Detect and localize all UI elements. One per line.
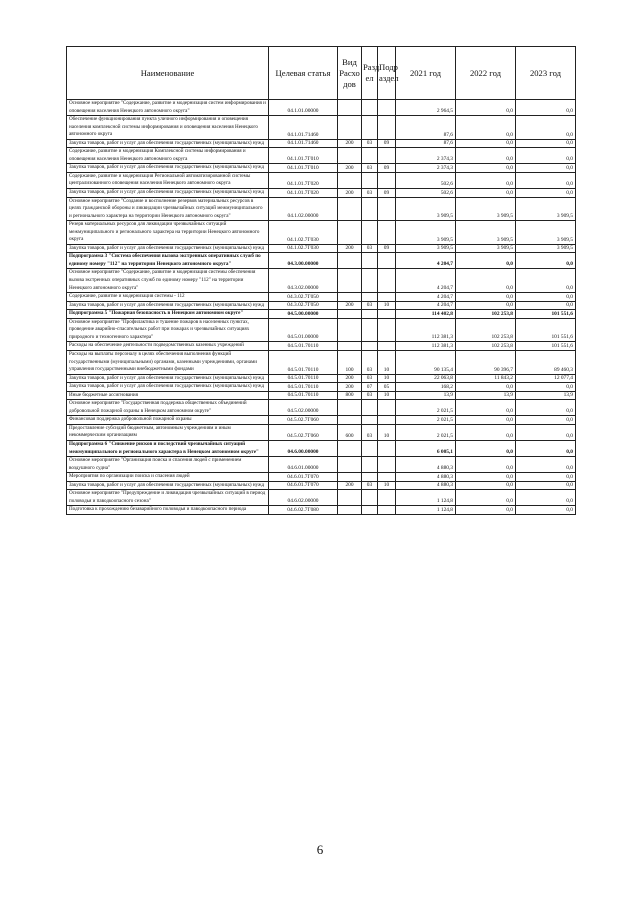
row-expense-type: 600 [338, 424, 362, 440]
table-row [67, 148, 576, 164]
row-value-2022: 0,0 [456, 301, 516, 310]
row-value-2022: 0,0 [456, 116, 516, 140]
table-row [67, 100, 576, 116]
row-value-2023: 0,0 [516, 148, 576, 164]
row-value-2022: 0,0 [456, 457, 516, 473]
row-subsection [378, 440, 396, 456]
row-expense-type [338, 457, 362, 473]
row-name: Основное мероприятие "Создание и восполнение резервов материальных ресурсов в целях гражданской обороны и ликвидации чрезвычайных ситуаций межмуниципального и регионального характера на территории Ненецкого автономного округа" [67, 197, 269, 221]
row-value-2022: 102 253,8 [456, 318, 516, 342]
row-section: 03 [362, 189, 378, 198]
row-value-2023: 13,9 [516, 391, 576, 400]
row-section: 03 [362, 350, 378, 374]
row-target-article: 04.3.02.7Г050 [269, 293, 338, 302]
row-expense-type: 200 [338, 164, 362, 173]
table-row [67, 244, 576, 253]
row-value-2023: 0,0 [516, 253, 576, 269]
row-value-2022: 11 843,2 [456, 374, 516, 383]
row-subsection [378, 253, 396, 269]
row-expense-type [338, 400, 362, 416]
row-value-2022: 102 253,8 [456, 310, 516, 319]
row-section: 03 [362, 301, 378, 310]
row-value-2021: 13,9 [396, 391, 456, 400]
row-section [362, 310, 378, 319]
row-value-2023: 0,0 [516, 490, 576, 506]
row-value-2022: 0,0 [456, 139, 516, 148]
table-row [67, 269, 576, 293]
row-name: Содержание, развитие и модернизация Региональной автоматизированной системы централизованного оповещения населения Ненецкого автономного округа [67, 172, 269, 188]
row-subsection: 10 [378, 424, 396, 440]
row-subsection: 10 [378, 481, 396, 490]
row-value-2023: 0,0 [516, 269, 576, 293]
row-value-2023: 3 909,5 [516, 197, 576, 221]
row-value-2023: 0,0 [516, 189, 576, 198]
row-target-article: 04.5.02.00000 [269, 400, 338, 416]
row-name: Основное мероприятие "Предупреждение и ликвидация чрезвычайных ситуаций в период половодья и паводкоопасного сезона" [67, 490, 269, 506]
table-header-row [67, 47, 576, 100]
row-subsection: 10 [378, 301, 396, 310]
header-expense-type: Вид Расхо дов [338, 47, 362, 100]
table-row [67, 457, 576, 473]
row-subsection [378, 473, 396, 482]
row-subsection [378, 416, 396, 425]
row-target-article: 04.1.02.7Г030 [269, 244, 338, 253]
row-subsection [378, 342, 396, 351]
row-value-2021: 3 909,5 [396, 197, 456, 221]
row-expense-type [338, 100, 362, 116]
row-expense-type: 200 [338, 189, 362, 198]
header-subsection: Подр аздел [378, 47, 396, 100]
row-value-2023: 3 909,5 [516, 221, 576, 245]
header-year-2021: 2021 год [396, 47, 456, 100]
row-target-article: 04.6.02.00000 [269, 490, 338, 506]
row-value-2023: 0,0 [516, 440, 576, 456]
row-expense-type: 800 [338, 391, 362, 400]
row-target-article: 04.5.01.70110 [269, 374, 338, 383]
row-subsection: 09 [378, 164, 396, 173]
row-value-2022: 0,0 [456, 506, 516, 515]
row-section [362, 440, 378, 456]
row-value-2022: 90 396,7 [456, 350, 516, 374]
row-subsection [378, 318, 396, 342]
row-target-article: 04.1.01.7Г010 [269, 164, 338, 173]
row-value-2021: 114 402,8 [396, 310, 456, 319]
table-row [67, 400, 576, 416]
row-section: 03 [362, 164, 378, 173]
row-expense-type [338, 310, 362, 319]
row-value-2022: 0,0 [456, 473, 516, 482]
table-row [67, 221, 576, 245]
row-name: Закупка товаров, работ и услуг для обеспечения государственных (муниципальных) нужд [67, 189, 269, 198]
row-name: Закупка товаров, работ и услуг для обеспечения государственных (муниципальных) нужд [67, 139, 269, 148]
row-expense-type [338, 253, 362, 269]
row-section [362, 457, 378, 473]
row-subsection [378, 269, 396, 293]
table-row [67, 506, 576, 515]
row-name: Закупка товаров, работ и услуг для обеспечения государственных (муниципальных) нужд [67, 481, 269, 490]
row-name: Закупка товаров, работ и услуг для обеспечения государственных (муниципальных) нужд [67, 164, 269, 173]
row-target-article: 04.6.02.7Г080 [269, 506, 338, 515]
table-row [67, 374, 576, 383]
row-value-2023: 3 909,5 [516, 244, 576, 253]
row-value-2021: 2 374,3 [396, 148, 456, 164]
row-subsection [378, 400, 396, 416]
row-section: 03 [362, 139, 378, 148]
row-target-article: 04.1.01.7Г020 [269, 189, 338, 198]
row-expense-type: 200 [338, 244, 362, 253]
row-name: Подготовка к прохождению безаварийного половодья и паводкоопасного периода [67, 506, 269, 515]
table-row [67, 350, 576, 374]
row-target-article: 04.6.01.00000 [269, 457, 338, 473]
row-value-2021: 112 381,3 [396, 318, 456, 342]
row-expense-type [338, 506, 362, 515]
row-section [362, 253, 378, 269]
row-value-2022: 0,0 [456, 424, 516, 440]
row-value-2021: 4 204,7 [396, 293, 456, 302]
table-row [67, 391, 576, 400]
table-row [67, 197, 576, 221]
table-row [67, 473, 576, 482]
row-value-2021: 4 204,7 [396, 253, 456, 269]
row-name: Подпрограмма 5 "Пожарная безопасность в Ненецком автономном округе" [67, 310, 269, 319]
row-name: Основное мероприятие "Государственная поддержка общественных объединений добровольной пожарной охраны в Ненецком автономном округе" [67, 400, 269, 416]
row-name: Основное мероприятие "Содержание, развитие и модернизация систем информирования и оповещения населения Ненецкого автономного округа" [67, 100, 269, 116]
row-value-2023: 0,0 [516, 172, 576, 188]
row-name: Предоставление субсидий бюджетным, автономным учреждениям и иным некоммерческим организациям [67, 424, 269, 440]
row-value-2021: 4 880,3 [396, 481, 456, 490]
row-value-2023: 0,0 [516, 416, 576, 425]
row-value-2021: 90 135,4 [396, 350, 456, 374]
row-subsection: 09 [378, 139, 396, 148]
row-value-2023: 0,0 [516, 293, 576, 302]
row-section [362, 269, 378, 293]
row-value-2021: 2 021,5 [396, 416, 456, 425]
row-expense-type [338, 473, 362, 482]
row-name: Основное мероприятие "Организация поиска и спасения людей с применением воздушного судна" [67, 457, 269, 473]
header-name: Наименование [67, 47, 269, 100]
row-name: Подпрограмма 3 "Система обеспечения вызова экстренных оперативных служб по единому номеру "112" на территории Ненецкого автономного округа" [67, 253, 269, 269]
row-target-article: 04.5.01.70110 [269, 350, 338, 374]
row-subsection [378, 490, 396, 506]
row-target-article: 04.1.01.7Г010 [269, 148, 338, 164]
table-row [67, 164, 576, 173]
row-section [362, 148, 378, 164]
header-year-2023: 2023 год [516, 47, 576, 100]
row-value-2021: 4 880,3 [396, 457, 456, 473]
row-expense-type: 200 [338, 374, 362, 383]
row-value-2022: 0,0 [456, 400, 516, 416]
row-target-article: 04.6.01.7Г070 [269, 473, 338, 482]
row-name: Закупка товаров, работ и услуг для обеспечения государственных (муниципальных) нужд [67, 383, 269, 392]
row-expense-type: 200 [338, 139, 362, 148]
row-target-article: 04.1.01.00000 [269, 100, 338, 116]
row-target-article: 04.1.01.71460 [269, 139, 338, 148]
row-value-2022: 0,0 [456, 148, 516, 164]
row-section [362, 100, 378, 116]
row-name: Основное мероприятие "Содержание, развитие и модернизация системы обеспечения вызова экстренных оперативных служб по единому номеру "112" на территории Ненецкого автономного округа" [67, 269, 269, 293]
row-value-2023: 0,0 [516, 301, 576, 310]
row-target-article: 04.5.01.70110 [269, 383, 338, 392]
row-value-2022: 0,0 [456, 440, 516, 456]
row-value-2021: 4 880,3 [396, 473, 456, 482]
row-value-2023: 0,0 [516, 506, 576, 515]
row-value-2023: 0,0 [516, 164, 576, 173]
row-target-article: 04.3.02.7Г050 [269, 301, 338, 310]
row-value-2023: 12 077,4 [516, 374, 576, 383]
row-section [362, 342, 378, 351]
row-subsection: 05 [378, 383, 396, 392]
row-subsection [378, 221, 396, 245]
row-expense-type: 200 [338, 383, 362, 392]
row-expense-type [338, 197, 362, 221]
row-section [362, 172, 378, 188]
row-value-2023: 101 551,6 [516, 310, 576, 319]
row-expense-type [338, 148, 362, 164]
row-subsection [378, 197, 396, 221]
row-value-2023: 0,0 [516, 481, 576, 490]
row-subsection [378, 116, 396, 140]
row-value-2023: 0,0 [516, 116, 576, 140]
row-value-2021: 2 964,5 [396, 100, 456, 116]
row-value-2022: 13,9 [456, 391, 516, 400]
row-name: Закупка товаров, работ и услуг для обеспечения государственных (муниципальных) нужд [67, 244, 269, 253]
row-value-2023: 0,0 [516, 139, 576, 148]
row-name: Содержание, развитие и модернизация Комплексной системы информирования и оповещения населения Ненецкого автономного округа [67, 148, 269, 164]
row-name: Финансовая поддержка добровольной пожарной охраны [67, 416, 269, 425]
row-expense-type [338, 221, 362, 245]
row-value-2023: 101 551,6 [516, 342, 576, 351]
row-section [362, 400, 378, 416]
row-target-article: 04.6.01.7Г070 [269, 481, 338, 490]
budget-table [66, 46, 576, 515]
row-name: Подпрограмма 6 "Снижение рисков и последствий чрезвычайных ситуаций межмуниципального и регионального характера в Ненецком автономном округе" [67, 440, 269, 456]
header-year-2022: 2022 год [456, 47, 516, 100]
table-row [67, 301, 576, 310]
row-section [362, 473, 378, 482]
row-name: Обеспечение функционирования пункта уличного информирования и оповещения населения комплексной системы информирования и оповещения населения Ненецкого автономного округа [67, 116, 269, 140]
table-row [67, 139, 576, 148]
row-value-2022: 3 909,5 [456, 197, 516, 221]
row-value-2021: 112 381,3 [396, 342, 456, 351]
row-section [362, 416, 378, 425]
row-expense-type [338, 172, 362, 188]
row-expense-type [338, 116, 362, 140]
row-expense-type [338, 416, 362, 425]
row-expense-type [338, 440, 362, 456]
row-target-article: 04.6.00.00000 [269, 440, 338, 456]
row-subsection: 09 [378, 244, 396, 253]
row-name: Закупка товаров, работ и услуг для обеспечения государственных (муниципальных) нужд [67, 374, 269, 383]
row-section: 03 [362, 374, 378, 383]
row-subsection: 09 [378, 189, 396, 198]
row-expense-type [338, 342, 362, 351]
row-subsection [378, 148, 396, 164]
row-target-article: 04.1.01.71460 [269, 116, 338, 140]
row-target-article: 04.5.02.7Г060 [269, 416, 338, 425]
row-value-2023: 0,0 [516, 400, 576, 416]
row-section [362, 197, 378, 221]
row-value-2022: 0,0 [456, 164, 516, 173]
row-value-2022: 3 909,5 [456, 244, 516, 253]
row-value-2022: 0,0 [456, 269, 516, 293]
row-value-2021: 4 204,7 [396, 269, 456, 293]
table-body [67, 100, 576, 515]
row-expense-type [338, 293, 362, 302]
row-subsection: 10 [378, 391, 396, 400]
table-row [67, 481, 576, 490]
row-value-2022: 0,0 [456, 490, 516, 506]
row-subsection [378, 506, 396, 515]
row-target-article: 04.3.00.00000 [269, 253, 338, 269]
row-value-2022: 102 253,8 [456, 342, 516, 351]
row-value-2021: 2 021,5 [396, 424, 456, 440]
row-value-2021: 2 021,5 [396, 400, 456, 416]
row-subsection: 10 [378, 374, 396, 383]
row-value-2022: 0,0 [456, 383, 516, 392]
table-row [67, 383, 576, 392]
row-name: Резерв материальных ресурсов для ликвидации чрезвычайных ситуаций межмуниципального и регионального характера на территории Ненецкого автономного округа [67, 221, 269, 245]
row-target-article: 04.5.00.00000 [269, 310, 338, 319]
row-name: Расходы на обеспечение деятельности подведомственных казенных учреждений [67, 342, 269, 351]
row-value-2022: 0,0 [456, 416, 516, 425]
row-value-2023: 0,0 [516, 100, 576, 116]
row-section [362, 221, 378, 245]
row-value-2022: 0,0 [456, 189, 516, 198]
row-target-article: 04.3.02.00000 [269, 269, 338, 293]
row-expense-type: 100 [338, 350, 362, 374]
row-subsection [378, 172, 396, 188]
row-name: Расходы на выплаты персоналу в целях обеспечения выполнения функций государственными (муниципальными) органами, казенными учреждениями, органами управления государственными внебюджетными фондами [67, 350, 269, 374]
row-expense-type [338, 269, 362, 293]
row-name: Закупка товаров, работ и услуг для обеспечения государственных (муниципальных) нужд [67, 301, 269, 310]
row-section [362, 318, 378, 342]
row-subsection: 10 [378, 350, 396, 374]
row-section: 03 [362, 244, 378, 253]
row-value-2021: 87,6 [396, 116, 456, 140]
table-row [67, 342, 576, 351]
row-section [362, 293, 378, 302]
row-value-2022: 3 909,5 [456, 221, 516, 245]
table-row [67, 424, 576, 440]
row-value-2021: 1 124,8 [396, 490, 456, 506]
row-value-2021: 87,6 [396, 139, 456, 148]
row-value-2023: 0,0 [516, 383, 576, 392]
table-row [67, 310, 576, 319]
row-target-article: 04.1.02.7Г030 [269, 221, 338, 245]
row-target-article: 04.5.01.70110 [269, 342, 338, 351]
row-value-2023: 0,0 [516, 473, 576, 482]
row-section [362, 490, 378, 506]
table-row [67, 416, 576, 425]
row-name: Мероприятия по организации поиска и спасения людей [67, 473, 269, 482]
header-section: Разд ел [362, 47, 378, 100]
row-value-2022: 0,0 [456, 100, 516, 116]
page-number: 6 [316, 842, 324, 857]
row-section: 03 [362, 391, 378, 400]
row-value-2023: 101 551,6 [516, 318, 576, 342]
row-value-2021: 3 909,5 [396, 221, 456, 245]
row-value-2023: 0,0 [516, 424, 576, 440]
row-subsection [378, 293, 396, 302]
row-value-2022: 0,0 [456, 172, 516, 188]
row-section [362, 506, 378, 515]
row-value-2022: 0,0 [456, 481, 516, 490]
row-subsection [378, 310, 396, 319]
row-expense-type [338, 490, 362, 506]
row-section: 07 [362, 383, 378, 392]
table-row [67, 253, 576, 269]
row-expense-type: 200 [338, 481, 362, 490]
row-value-2021: 502,6 [396, 172, 456, 188]
row-value-2021: 22 063,8 [396, 374, 456, 383]
row-value-2021: 168,2 [396, 383, 456, 392]
row-name: Иные бюджетные ассигнования [67, 391, 269, 400]
table-row [67, 440, 576, 456]
row-target-article: 04.5.01.70110 [269, 391, 338, 400]
row-subsection [378, 457, 396, 473]
row-value-2021: 4 204,7 [396, 301, 456, 310]
row-target-article: 04.1.02.00000 [269, 197, 338, 221]
row-expense-type [338, 318, 362, 342]
table-row [67, 293, 576, 302]
row-expense-type: 200 [338, 301, 362, 310]
row-name: Содержание, развитие и модернизация системы - 112 [67, 293, 269, 302]
row-name: Основное мероприятие "Профилактика и тушение пожаров в населенных пунктах, проведение аварийно-спасательных работ при пожарах и чрезвычайных ситуациях природного и техногенного характера" [67, 318, 269, 342]
row-target-article: 04.1.01.7Г020 [269, 172, 338, 188]
row-value-2021: 3 909,5 [396, 244, 456, 253]
row-section: 03 [362, 424, 378, 440]
table-row [67, 116, 576, 140]
row-target-article: 04.5.01.00000 [269, 318, 338, 342]
table-row [67, 172, 576, 188]
header-target-article: Целевая статья [269, 47, 338, 100]
row-value-2022: 0,0 [456, 293, 516, 302]
row-section: 03 [362, 481, 378, 490]
table-row [67, 189, 576, 198]
row-target-article: 04.5.02.7Г060 [269, 424, 338, 440]
row-value-2022: 0,0 [456, 253, 516, 269]
row-section [362, 116, 378, 140]
row-value-2021: 502,6 [396, 189, 456, 198]
row-subsection [378, 100, 396, 116]
table-row [67, 490, 576, 506]
row-value-2021: 1 124,8 [396, 506, 456, 515]
row-value-2021: 6 005,1 [396, 440, 456, 456]
table-row [67, 318, 576, 342]
row-value-2021: 2 374,3 [396, 164, 456, 173]
row-value-2023: 89 460,3 [516, 350, 576, 374]
row-value-2023: 0,0 [516, 457, 576, 473]
